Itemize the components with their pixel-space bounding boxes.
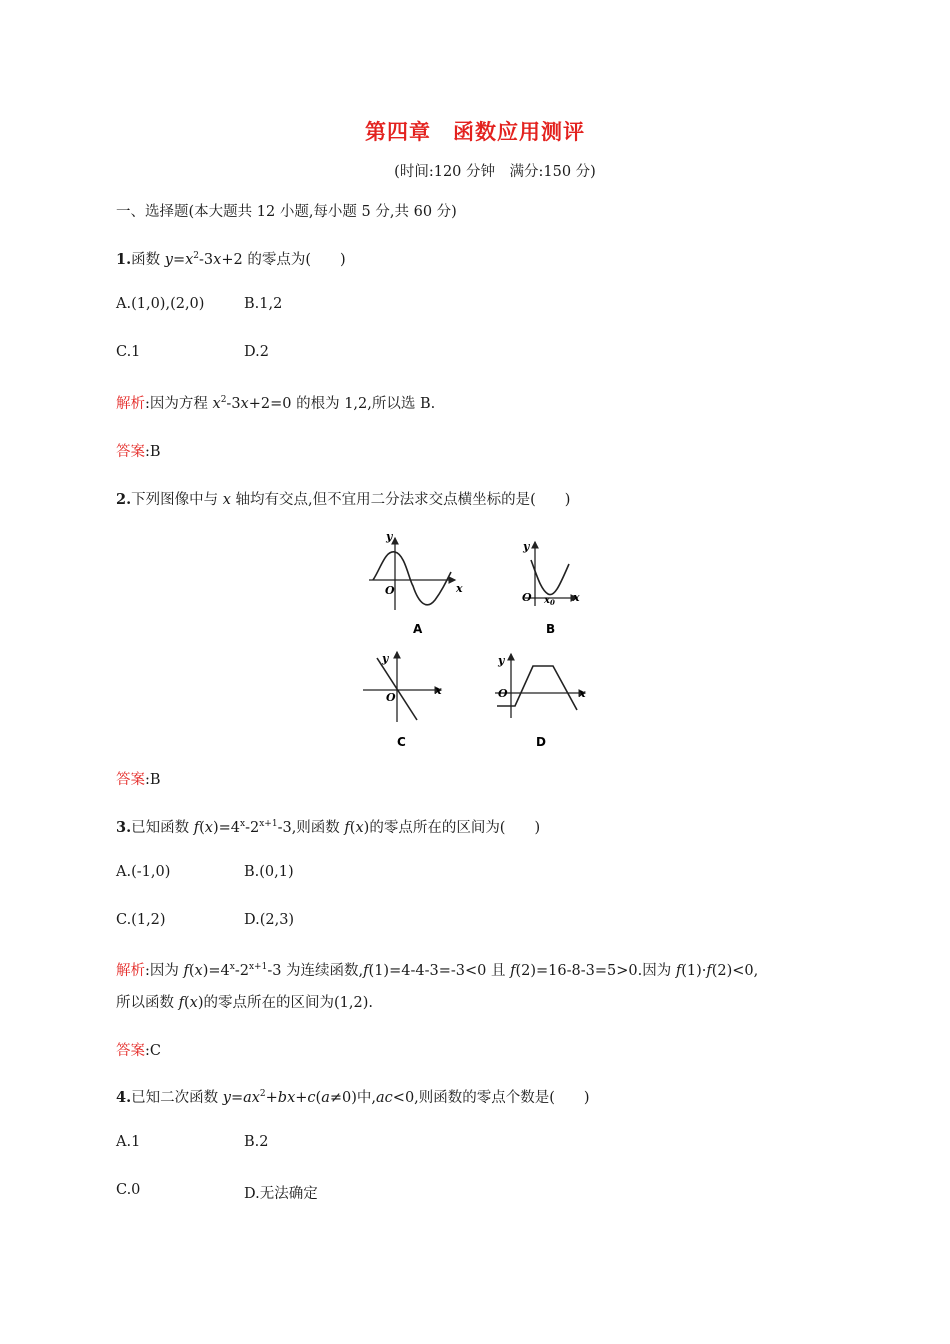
math-var: x: [213, 252, 222, 268]
text: (: [183, 995, 190, 1011]
math-var: x: [204, 820, 213, 836]
math-var: x: [355, 820, 364, 836]
exponent: x+1: [259, 819, 278, 829]
text: 已知二次函数: [131, 1090, 223, 1106]
text: <0,则函数的零点个数是( ): [392, 1090, 590, 1106]
text: (1)=4-4-3=-3<0 且: [368, 963, 511, 979]
math-var: x: [194, 963, 203, 979]
math-var: f: [344, 820, 350, 836]
q3-option-a[interactable]: A.(-1,0): [116, 864, 171, 880]
text: +2 的零点为( ): [221, 252, 346, 268]
math-expr: y=ax: [222, 1090, 260, 1106]
text: -3: [199, 252, 214, 268]
text: (2)<0,: [711, 963, 759, 979]
text: -3,则函数: [277, 820, 345, 836]
q4-option-d[interactable]: D.无法确定: [244, 1186, 318, 1202]
origin-label: O: [386, 691, 396, 704]
q3-answer: [116, 1039, 161, 1060]
text: 所以函数: [116, 995, 179, 1011]
x-axis-label: x: [456, 582, 463, 595]
section-heading: 一、选择题(本大题共 12 小题,每小题 5 分,共 60 分): [116, 204, 457, 220]
exponent: x: [240, 819, 246, 829]
graph-c: [363, 652, 442, 749]
q3-analysis-line-1: [116, 959, 758, 980]
question-number: 1.: [116, 251, 132, 268]
analysis-label: 解析: [116, 963, 145, 979]
text: 已知函数: [131, 820, 194, 836]
analysis-label: 解析: [116, 396, 145, 412]
graph-b: [522, 540, 580, 636]
text: :因为方程: [145, 396, 213, 412]
question-3-stem: [116, 816, 540, 837]
math-var: ac: [376, 1090, 393, 1106]
graph-d: [495, 654, 586, 749]
text: -2: [234, 963, 249, 979]
exponent: 2: [193, 251, 200, 261]
answer-label: 答案: [116, 1043, 145, 1059]
text: :因为: [145, 963, 184, 979]
math-var: x: [212, 396, 221, 412]
y-axis-label: y: [386, 530, 393, 543]
q1-option-a[interactable]: A.(1,0),(2,0): [116, 296, 205, 312]
exponent: x: [229, 962, 235, 972]
question-number: 4.: [116, 1089, 132, 1106]
math-var: x: [189, 995, 198, 1011]
math-var: f: [706, 963, 712, 979]
x-axis-label: x: [573, 591, 580, 604]
text: +2=0 的根为 1,2,所以选 B.: [248, 396, 436, 412]
origin-label: O: [522, 591, 532, 604]
x0-label: $x_0$: [544, 595, 555, 607]
q3-option-c[interactable]: C.(1,2): [116, 912, 166, 928]
q3-option-d[interactable]: D.(2,3): [244, 912, 295, 928]
text: (: [188, 963, 195, 979]
math-var: f: [675, 963, 682, 979]
graph-a: [369, 530, 463, 636]
text: )=4: [202, 963, 230, 979]
x-axis-label: x: [579, 687, 586, 700]
question-2-stem: [116, 488, 570, 509]
origin-label: O: [498, 687, 508, 700]
q3-option-b[interactable]: B.(0,1): [244, 864, 294, 880]
origin-label: O: [385, 584, 395, 597]
math-var: y: [164, 252, 173, 268]
answer-value: :C: [145, 1043, 161, 1059]
text: (1)·: [681, 963, 707, 979]
question-1-stem: [116, 248, 346, 269]
math-var: x: [240, 396, 249, 412]
text: ≠0)中,: [329, 1090, 377, 1106]
text: (: [315, 1090, 322, 1106]
q2-graphs-figure: [355, 528, 605, 756]
y-axis-label: y: [523, 540, 530, 553]
text: =: [172, 252, 186, 268]
answer-value: :B: [145, 444, 161, 460]
question-number: 3.: [116, 819, 132, 836]
exam-info: (时间:120 分钟 满分:150 分): [394, 164, 596, 180]
text: -2: [245, 820, 260, 836]
q4-option-c[interactable]: C.0: [116, 1182, 141, 1198]
text: )=4: [212, 820, 241, 836]
graph-d-label: D: [536, 735, 546, 749]
text: (: [199, 820, 205, 836]
math-var: x: [185, 252, 194, 268]
text: (2)=16-8-3=5>0.因为: [515, 963, 676, 979]
math-var: x: [222, 492, 231, 508]
text: )的零点所在的区间为(1,2).: [197, 995, 373, 1011]
math-var: f: [363, 963, 369, 979]
q2-answer: [116, 768, 161, 789]
q4-option-b[interactable]: B.2: [244, 1134, 269, 1150]
exponent: x+1: [248, 962, 268, 972]
text: -3 为连续函数,: [267, 963, 364, 979]
answer-value: :B: [145, 772, 161, 788]
exponent: 2: [259, 1089, 266, 1099]
graph-b-label: B: [546, 622, 556, 636]
graph-c-label: C: [397, 735, 406, 749]
y-axis-label: y: [498, 654, 505, 667]
text: -3: [226, 396, 241, 412]
q1-analysis: [116, 392, 435, 413]
math-var: f: [510, 963, 516, 979]
q4-option-a[interactable]: A.1: [116, 1134, 141, 1150]
x-axis-label: x: [435, 684, 442, 697]
q1-answer: [116, 440, 161, 461]
answer-label: 答案: [116, 444, 145, 460]
q1-option-c[interactable]: C.1: [116, 344, 141, 360]
answer-label: 答案: [116, 772, 145, 788]
text: )的零点所在的区间为( ): [363, 820, 541, 836]
question-number: 2.: [116, 491, 132, 508]
exponent: 2: [220, 395, 227, 405]
q1-option-d[interactable]: D.2: [244, 344, 269, 360]
math-var: f: [193, 820, 200, 836]
q3-analysis-line-2: [116, 991, 373, 1012]
graph-a-label: A: [413, 622, 423, 636]
text: 轴均有交点,但不宜用二分法求交点横坐标的是( ): [230, 492, 571, 508]
y-axis-label: y: [382, 652, 389, 665]
text: (: [349, 820, 356, 836]
math-var: f: [183, 963, 189, 979]
math-var: a: [321, 1090, 330, 1106]
text: 函数: [131, 252, 165, 268]
math-var: f: [178, 995, 184, 1011]
question-4-stem: [116, 1086, 590, 1107]
text: 下列图像中与: [131, 492, 223, 508]
q1-option-b[interactable]: B.1,2: [244, 296, 283, 312]
page-title: 第四章 函数应用测评: [365, 120, 585, 144]
math-expr: +bx+c: [265, 1090, 316, 1106]
